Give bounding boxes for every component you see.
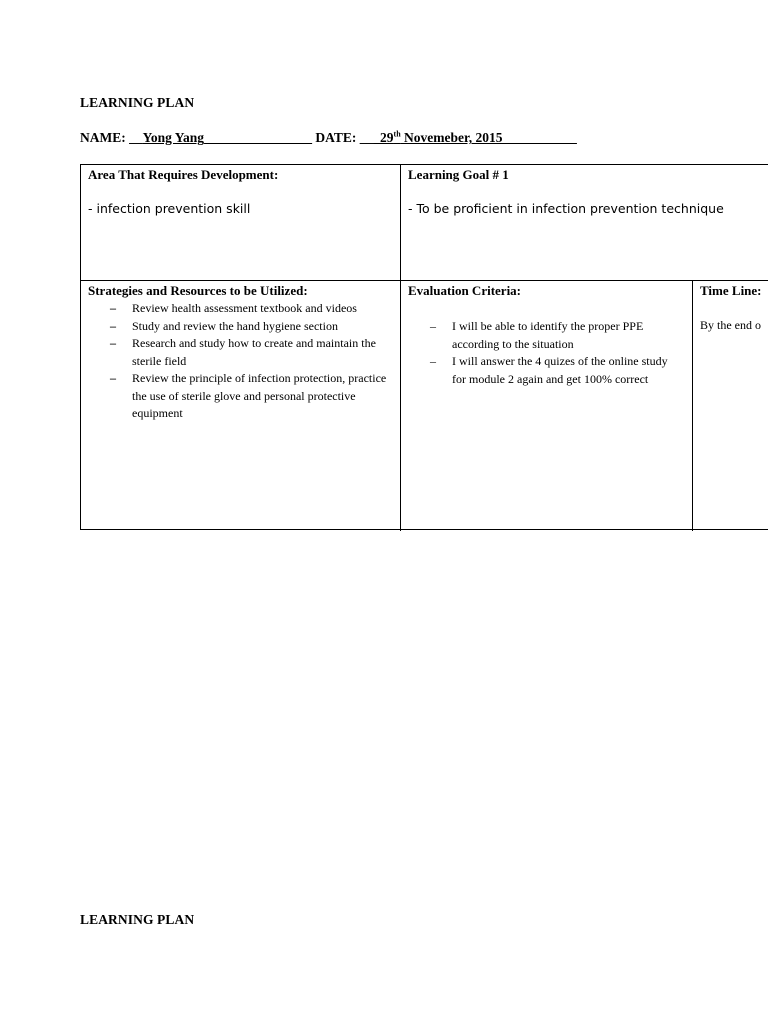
date-value (373, 130, 576, 145)
area-title: Area That Requires Development: (88, 167, 279, 182)
evaluation-list (430, 318, 675, 388)
name-prefix: __ (129, 130, 143, 145)
strategies-cell (81, 281, 400, 531)
timeline-cell (693, 281, 768, 531)
date-ordinal-suffix: th (393, 129, 401, 139)
area-cell (81, 165, 400, 280)
strategies-list (110, 300, 396, 423)
date-prefix: __ (359, 130, 374, 145)
area-body: - infection prevention skill (88, 201, 251, 216)
strategies-title: Strategies and Resources to be Utilized: (88, 283, 308, 298)
name-date-line (80, 130, 577, 146)
list-item: – Study and review the hand hygiene section (110, 318, 396, 336)
timeline-title: Time Line: (700, 283, 762, 298)
list-item: – I will answer the 4 quizes of the online study for module 2 again and get 100% correct (430, 353, 675, 388)
evaluation-cell (401, 281, 692, 531)
date-day: _29 (373, 130, 394, 145)
goal-body: - To be proficient in infection prevention technique (408, 201, 724, 216)
list-item: – Review health assessment textbook and videos (110, 300, 396, 318)
document-heading: LEARNING PLAN (80, 95, 195, 110)
list-item: – I will be able to identify the proper PPE according to the situation (430, 318, 675, 353)
timeline-body: By the end o (700, 318, 761, 332)
goal-title: Learning Goal # 1 (408, 167, 509, 182)
learning-plan-table (80, 164, 768, 530)
date-label: DATE: (315, 130, 357, 145)
list-item: – Review the principle of infection protection, practice the use of sterile glove and personal protective equipment (110, 370, 396, 423)
name-label: NAME: (80, 130, 126, 145)
list-item: – Research and study how to create and maintain the sterile field (110, 335, 396, 370)
date-rest: Novemeber, 2015___________ (400, 130, 577, 145)
evaluation-title: Evaluation Criteria: (408, 283, 522, 298)
goal-cell (401, 165, 768, 280)
name-value: Yong Yang________________ (142, 130, 313, 145)
document-heading-second: LEARNING PLAN (80, 912, 195, 927)
